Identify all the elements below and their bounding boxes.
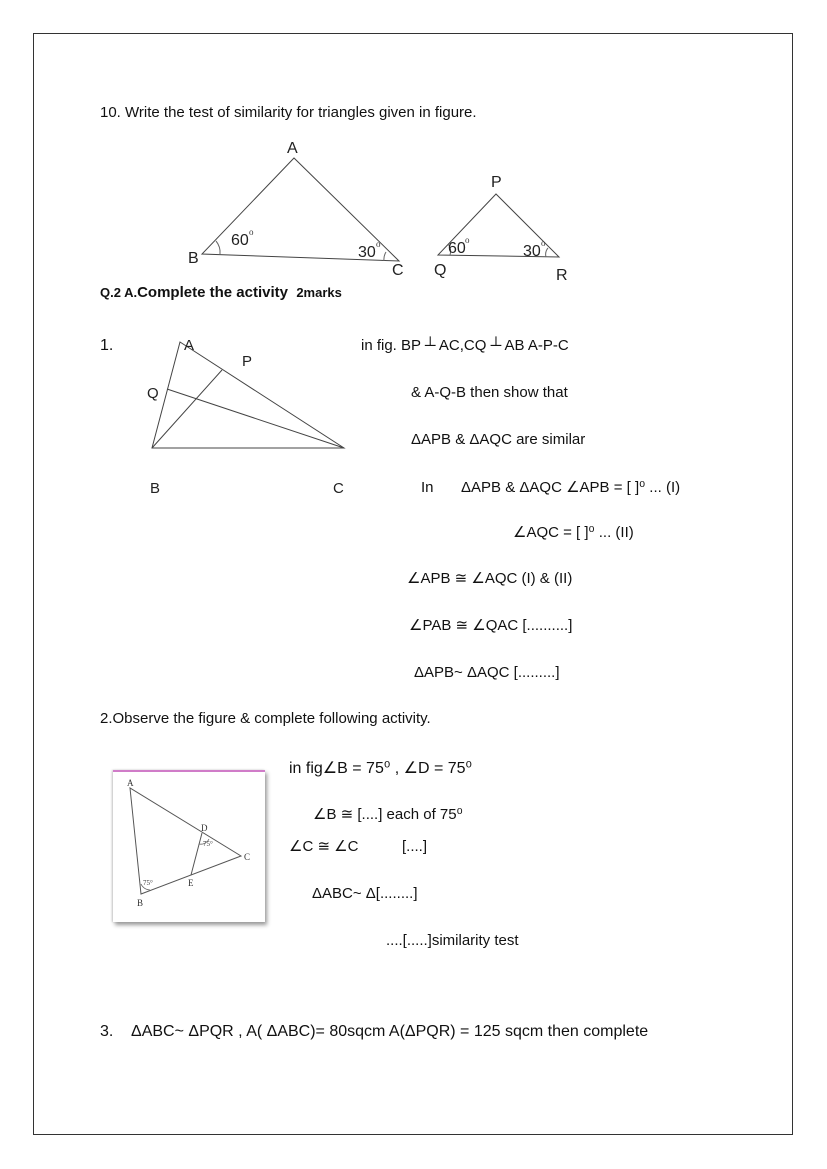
a2-figure-photo (113, 770, 265, 922)
label-p: P (491, 174, 502, 191)
a1-figure (140, 330, 360, 500)
angle-c-label: 30 (358, 244, 376, 261)
a3-number: 3. (100, 1023, 114, 1040)
a1-line4: ΔAPB & ΔAQC ∠APB = [ ]⁰ ... (I) (461, 479, 681, 496)
label-c: C (244, 852, 251, 862)
angle-r-degree: o (541, 238, 546, 248)
label-p: P (242, 353, 253, 370)
a2-line4: ΔABC~ Δ[........] (312, 885, 418, 902)
q2-heading-marks: 2marks (296, 285, 342, 300)
q10-figure (180, 135, 600, 285)
angle-c-degree: o (376, 239, 381, 249)
label-q: Q (434, 262, 447, 279)
angle-q-degree: o (465, 235, 470, 245)
a1-line3: ΔAPB & ΔAQC are similar (411, 431, 586, 448)
a1-line1: in fig. BP ┴ AC,CQ ┴ AB A-P-C (361, 337, 569, 354)
label-e: E (188, 878, 194, 888)
label-a: A (184, 337, 195, 354)
triangle-abc (188, 140, 404, 279)
q2-heading (100, 284, 342, 302)
q2-heading-main: Complete the activity (137, 284, 288, 301)
label-c: C (392, 262, 404, 279)
a1-line2: & A-Q-B then show that (411, 384, 568, 401)
a1-line6: ∠APB ≅ ∠AQC (I) & (II) (407, 570, 573, 587)
label-b: B (137, 898, 144, 908)
label-a: A (287, 140, 298, 157)
a2-line3-right: [....] (402, 838, 428, 855)
a3-text: ΔABC~ ΔPQR , A( ΔABC)= 80sqcm A(ΔPQR) = 125 sqcm then complete (131, 1023, 649, 1040)
a1-line8: ΔAPB~ ΔAQC [.........] (414, 664, 560, 681)
label-a: A (127, 778, 134, 788)
a1-number: 1. (100, 337, 114, 354)
label-r: R (556, 267, 568, 284)
label-c: C (333, 480, 344, 497)
a1-line4-in: In (421, 479, 434, 496)
a2-figure (113, 772, 265, 920)
a1-line7: ∠PAB ≅ ∠QAC [..........] (409, 617, 573, 634)
triangle-pqr (434, 174, 568, 284)
a2-line2: ∠B ≅ [....] each of 75⁰ (313, 806, 463, 823)
a2-line3-left: ∠C ≅ ∠C (289, 838, 359, 855)
a1-line5: ∠AQC = [ ]⁰ ... (II) (513, 524, 634, 541)
a2-line5: ....[.....]similarity test (386, 932, 519, 949)
angle-b-label: 60 (231, 232, 249, 249)
angle-r-label: 30 (523, 243, 541, 260)
angle-d-label: 75° (203, 840, 213, 848)
angle-q-label: 60 (448, 240, 466, 257)
label-d: D (201, 823, 208, 833)
q2-heading-prefix: Q.2 A. (100, 285, 138, 300)
angle-b-label: 75° (143, 879, 153, 887)
q10-text: 10. Write the test of similarity for triangles given in figure. (100, 104, 477, 121)
angle-b-degree: o (249, 227, 254, 237)
a2-line1: in fig∠B = 75⁰ , ∠D = 75⁰ (289, 760, 472, 777)
label-b: B (150, 480, 161, 497)
a2-heading: 2.Observe the figure & complete following activity. (100, 710, 431, 727)
label-b: B (188, 250, 199, 267)
label-q: Q (147, 385, 159, 402)
